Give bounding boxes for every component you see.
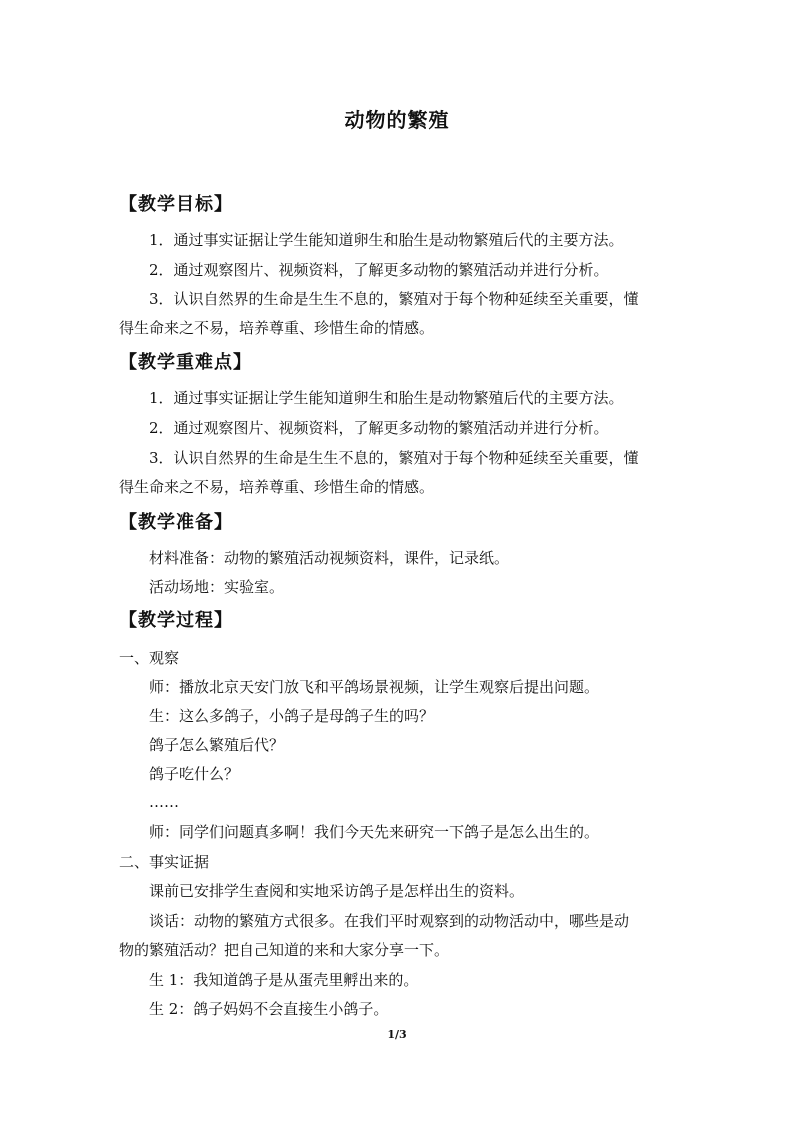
- key-points-line: 2．通过观察图片、视频资料，了解更多动物的繁殖活动并进行分析。: [149, 419, 609, 437]
- section-heading-goals: 【教学目标】: [119, 194, 233, 215]
- process-line: 师：同学们问题真多啊！我们今天先来研究一下鸽子是怎么出生的。: [149, 823, 600, 841]
- page-number: 1/3: [387, 1028, 407, 1041]
- section-heading-preparation: 【教学准备】: [119, 512, 233, 533]
- key-points-line: 1．通过事实证据让学生能知道卵生和胎生是动物繁殖后代的主要方法。: [149, 389, 624, 407]
- process-line: 谈话：动物的繁殖方式很多。在我们平时观察到的动物活动中，哪些是动: [149, 912, 630, 930]
- process-line: 生：这么多鸽子，小鸽子是母鸽子生的吗？: [149, 707, 435, 725]
- process-line: 生 2：鸽子妈妈不会直接生小鸽子。: [149, 1000, 389, 1018]
- process-line: 师：播放北京天安门放飞和平鸽场景视频，让学生观察后提出问题。: [149, 678, 600, 696]
- goals-line: 2．通过观察图片、视频资料，了解更多动物的繁殖活动并进行分析。: [149, 261, 609, 279]
- goals-line: 3．认识自然界的生命是生生不息的，繁殖对于每个物种延续至关重要，懂: [149, 290, 639, 308]
- document-title: 动物的繁殖: [344, 108, 450, 132]
- process-subheading: 一、观察: [119, 649, 180, 667]
- process-line: 鸽子吃什么？: [149, 765, 240, 783]
- process-subheading: 二、事实证据: [119, 853, 210, 871]
- process-line: ……: [149, 793, 179, 811]
- process-line: 生 1：我知道鸽子是从蛋壳里孵出来的。: [149, 971, 419, 989]
- process-line: 鸽子怎么繁殖后代？: [149, 736, 285, 754]
- key-points-line: 得生命来之不易，培养尊重、珍惜生命的情感。: [119, 478, 435, 496]
- process-line: 课前已安排学生查阅和实地采访鸽子是怎样出生的资料。: [149, 882, 525, 900]
- section-heading-key-points: 【教学重难点】: [119, 352, 252, 373]
- goals-line: 1．通过事实证据让学生能知道卵生和胎生是动物繁殖后代的主要方法。: [149, 231, 624, 249]
- preparation-line: 材料准备：动物的繁殖活动视频资料，课件，记录纸。: [149, 549, 510, 567]
- process-line: 物的繁殖活动？把自己知道的来和大家分享一下。: [119, 941, 450, 959]
- section-heading-process: 【教学过程】: [119, 610, 233, 631]
- goals-line: 得生命来之不易，培养尊重、珍惜生命的情感。: [119, 319, 435, 337]
- preparation-line: 活动场地：实验室。: [149, 578, 285, 596]
- key-points-line: 3．认识自然界的生命是生生不息的，繁殖对于每个物种延续至关重要，懂: [149, 449, 639, 467]
